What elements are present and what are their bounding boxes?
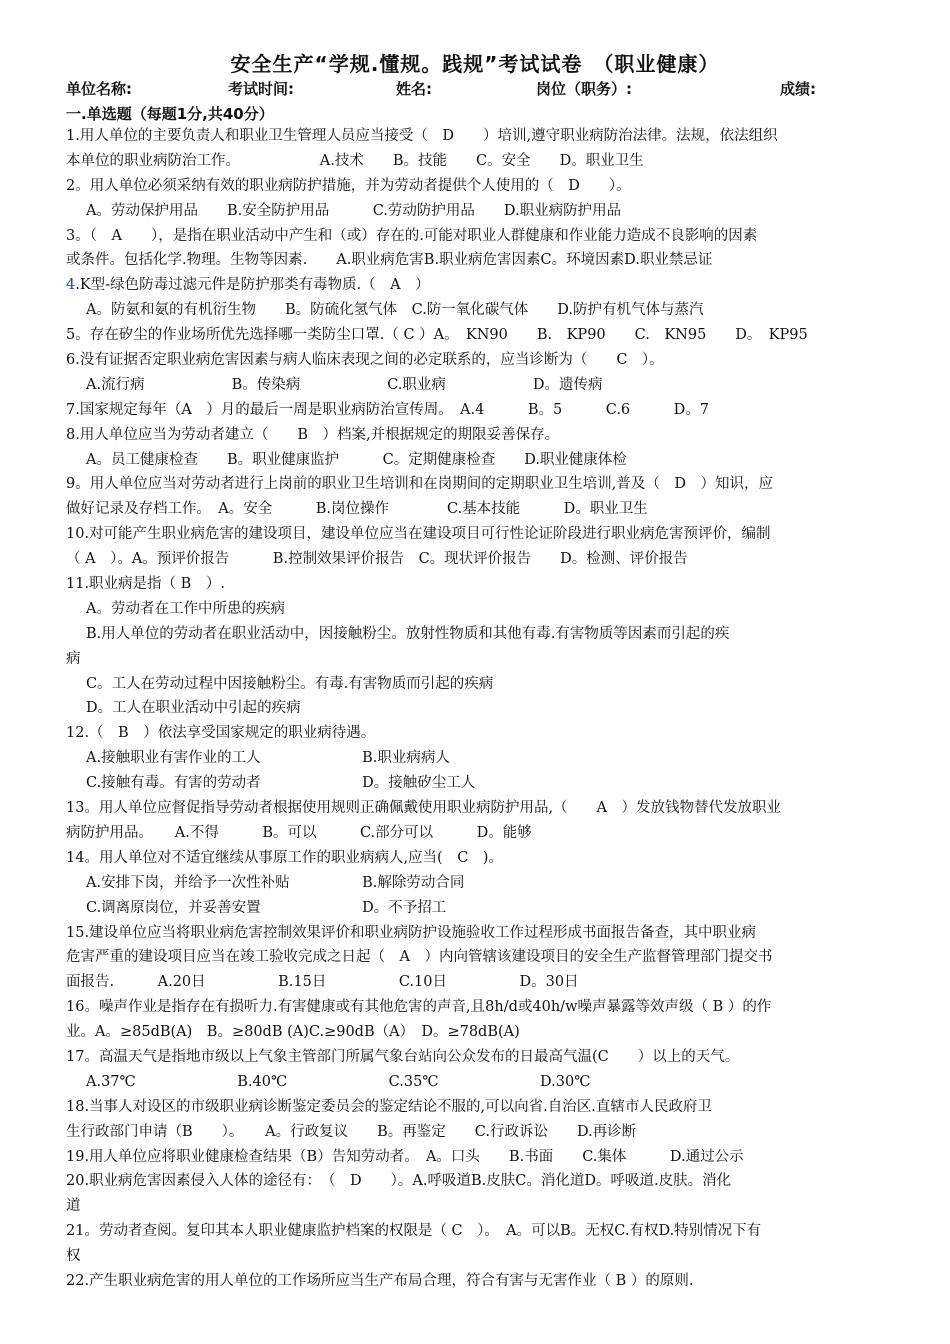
section-heading: 一.单选题（每题1分,共40分） — [66, 105, 274, 123]
question-text: 12.（ B ）依法享受国家规定的职业病待遇。 — [66, 725, 376, 742]
question-line — [66, 1244, 884, 1269]
question-text: 10.对可能产生职业病危害的建设项目，建设单位应当在建设项目可行性论证阶段进行职业病危害预评价，编制 — [66, 526, 771, 543]
question-text: 11.职业病是指（ B ）. — [66, 576, 225, 593]
question-text: 16。噪声作业是指存在有损听力.有害健康或有其他危害的声音,且8h/d或40h/w噪声暴露等效声级（ B ）的作 — [66, 999, 772, 1016]
question-text: 本单位的职业病防治工作。 A.技术 B。技能 C。安全 D。职业卫生 — [66, 152, 644, 169]
question-text: 8.用人单位应当为劳动者建立（ B ）档案,并根据规定的期限妥善保存。 — [66, 426, 560, 443]
question-line — [66, 921, 884, 946]
question-text: 7.国家规定每年（A ）月的最后一周是职业病防治宣传周。 A.4 B。5 C.6 D。7 — [66, 401, 710, 418]
question-line — [66, 647, 884, 672]
question-line — [66, 821, 884, 846]
question-text: A。员工健康检查 B。职业健康监护 C。定期健康检查 D.职业健康体检 — [86, 451, 627, 468]
question-text: 危害严重的建设项目应当在竣工验收完成之日起（ A ）内向管辖该建设项目的安全生产监督管理部门提交书 — [66, 949, 773, 966]
question-text: A.安排下岗，并给予一次性补贴 B.解除劳动合同 — [86, 874, 465, 891]
question-line — [66, 696, 884, 721]
question-text: 21。劳动者查阅。复印其本人职业健康监护档案的权限是（ C ）。 A。可以B。无权C.有权D.特别情况下有 — [66, 1223, 762, 1240]
question-line — [66, 945, 884, 970]
question-text: 病防护用品。 A.不得 B。可以 C.部分可以 D。能够 — [66, 824, 532, 841]
question-line — [66, 1194, 884, 1219]
question-line — [66, 1219, 884, 1244]
exam-title: 安全生产“学规.懂规。践规”考试试卷 （职业健康） — [230, 52, 720, 76]
question-line — [66, 124, 884, 149]
question-text: A。劳动保护用品 B.安全防护用品 C.劳动防护用品 D.职业病防护用品 — [86, 202, 622, 219]
question-text: 20.职业病危害因素侵入人体的途径有： （ D ）。A.呼吸道B.皮肤C。消化道D。呼吸道.皮肤。消化 — [66, 1173, 732, 1190]
question-text: 道 — [66, 1198, 81, 1215]
question-line — [66, 672, 884, 697]
question-text: 或条件。包括化学.物理。生物等因素. A.职业病危害B.职业病危害因素C。环境因素D.职业禁忌证 — [66, 252, 713, 269]
question-text: 病 — [66, 650, 81, 667]
question-text: 19.用人单位应将职业健康检查结果（B）告知劳动者。 A。口头 B.书面 C.集体 D.通过公示 — [66, 1148, 744, 1165]
question-line — [66, 1269, 884, 1294]
question-text: A.37℃ B.40℃ C.35℃ D.30℃ — [86, 1073, 591, 1090]
question-line — [66, 871, 884, 896]
exam-info-row — [66, 78, 906, 100]
question-line — [66, 199, 884, 224]
question-line — [66, 522, 884, 547]
question-text: A.流行病 B。传染病 C.职业病 D。遗传病 — [86, 376, 603, 393]
question-line — [66, 796, 884, 821]
question-text: B.用人单位的劳动者在职业活动中，因接触粉尘。放射性物质和其他有毒.有害物质等因素而引起的疾 — [86, 625, 730, 642]
question-text: （ A ）。A。预评价报告 B.控制效果评价报告 C。现状评价报告 D。检测、评价报告 — [66, 551, 688, 568]
question-text: 6.没有证据否定职业病危害因素与病人临床表现之间的必定联系的，应当诊断为（ C ）。 — [66, 352, 664, 369]
question-line — [66, 721, 884, 746]
question-text: 生行政部门申请（B ）。 A。行政复议 B。再鉴定 C.行政诉讼 D.再诊断 — [66, 1123, 637, 1140]
question-text: C.调离原岗位，并妥善安置 D。不予招工 — [86, 899, 447, 916]
question-line — [66, 497, 884, 522]
question-text: 2。用人单位必须采纳有效的职业病防护措施，并为劳动者提供个人使用的（ D ）。 — [66, 177, 631, 194]
question-line — [66, 1145, 884, 1170]
question-text: A。劳动者在工作中所患的疾病 — [86, 600, 285, 617]
question-text: 5。存在矽尘的作业场所优先选择哪一类防尘口罩.（ C ）A。 KN90 B. KP90 C. KN95 D。 KP95 — [66, 327, 808, 344]
question-line — [66, 896, 884, 921]
question-text: 9。用人单位应当对劳动者进行上岗前的职业卫生培训和在岗期间的定期职业卫生培训,普及（ D ）知识，应 — [66, 476, 773, 493]
question-line — [66, 1020, 884, 1045]
question-text: 面报告. A.20日 B.15日 C.10日 D。30日 — [66, 974, 579, 991]
question-line — [66, 970, 884, 995]
question-text: 17。高温天气是指地市级以上气象主管部门所属气象台站向公众发布的日最高气温(C ）以上的天气。 — [66, 1048, 740, 1065]
question-text: A。防氨和氨的有机衍生物 B。防硫化氢气体 C.防一氧化碳气体 D.防护有机气体与蒸汽 — [86, 302, 704, 319]
unit-name-label: 单位名称: — [66, 80, 132, 98]
question-text: 1.用人单位的主要负责人和职业卫生管理人员应当接受（ D ）培训,遵守职业病防治法律。法规，依法组织 — [66, 128, 778, 144]
question-text: 22.产生职业病危害的用人单位的工作场所应当生产布局合理，符合有害与无害作业（ B ）的原则. — [66, 1272, 694, 1289]
question-number: 4 — [66, 277, 76, 294]
question-line — [66, 1070, 884, 1095]
question-list — [66, 124, 884, 1294]
question-text: 权 — [66, 1248, 81, 1265]
question-line — [66, 1095, 884, 1120]
question-line — [66, 1120, 884, 1145]
question-text: C。工人在劳动过程中因接触粉尘。有毒.有害物质而引起的疾病 — [86, 675, 494, 692]
question-text: .K型-绿色防毒过滤元件是防护那类有毒物质.（ A ） — [75, 277, 430, 294]
question-text: 18.当事人对设区的市级职业病诊断鉴定委员会的鉴定结论不服的,可以向省.自治区.直辖市人民政府卫 — [66, 1098, 712, 1115]
question-line — [66, 597, 884, 622]
exam-time-label: 考试时间: — [228, 80, 294, 98]
question-line — [66, 746, 884, 771]
score-label: 成绩: — [780, 80, 816, 98]
question-line — [66, 547, 884, 572]
question-line — [66, 472, 884, 497]
question-line — [66, 398, 884, 423]
question-line — [66, 174, 884, 199]
question-line — [66, 248, 884, 273]
question-line — [66, 273, 884, 298]
question-line — [66, 323, 884, 348]
question-text: 15.建设单位应当将职业病危害控制效果评价和职业病防护设施验收工作过程形成书面报告备查，其中职业病 — [66, 924, 757, 941]
question-text: 13。用人单位应督促指导劳动者根据使用规则正确佩戴使用职业病防护用品,（ A ）发放钱物替代发放职业 — [66, 800, 782, 817]
question-line — [66, 224, 884, 249]
question-text: D。工人在职业活动中引起的疾病 — [86, 700, 301, 717]
question-line — [66, 622, 884, 647]
question-line — [66, 423, 884, 448]
question-line — [66, 149, 884, 174]
question-line — [66, 348, 884, 373]
question-text: 业。A。≥85dB(A) B。≥80dB (A)C.≥90dB（A） D。≥78dB(A) — [66, 1024, 520, 1041]
question-text: 做好记录及存档工作。 A。安全 B.岗位操作 C.基本技能 D。职业卫生 — [66, 501, 648, 518]
name-label: 姓名: — [396, 80, 432, 98]
post-label: 岗位（职务）: — [536, 80, 632, 98]
question-line — [66, 1045, 884, 1070]
question-text: 14。用人单位对不适宜继续从事原工作的职业病病人,应当( C )。 — [66, 849, 503, 866]
question-text: 3。（ A ），是指在职业活动中产生和（或）存在的.可能对职业人群健康和作业能力造成不良影响的因素 — [66, 227, 758, 244]
question-line — [66, 572, 884, 597]
question-line — [66, 771, 884, 796]
question-line — [66, 995, 884, 1020]
question-line — [66, 373, 884, 398]
question-line — [66, 846, 884, 871]
question-text: A.接触职业有害作业的工人 B.职业病病人 — [86, 750, 450, 767]
question-line — [66, 1169, 884, 1194]
question-line — [66, 448, 884, 473]
question-line — [66, 298, 884, 323]
question-text: C.接触有毒。有害的劳动者 D。接触矽尘工人 — [86, 775, 476, 792]
